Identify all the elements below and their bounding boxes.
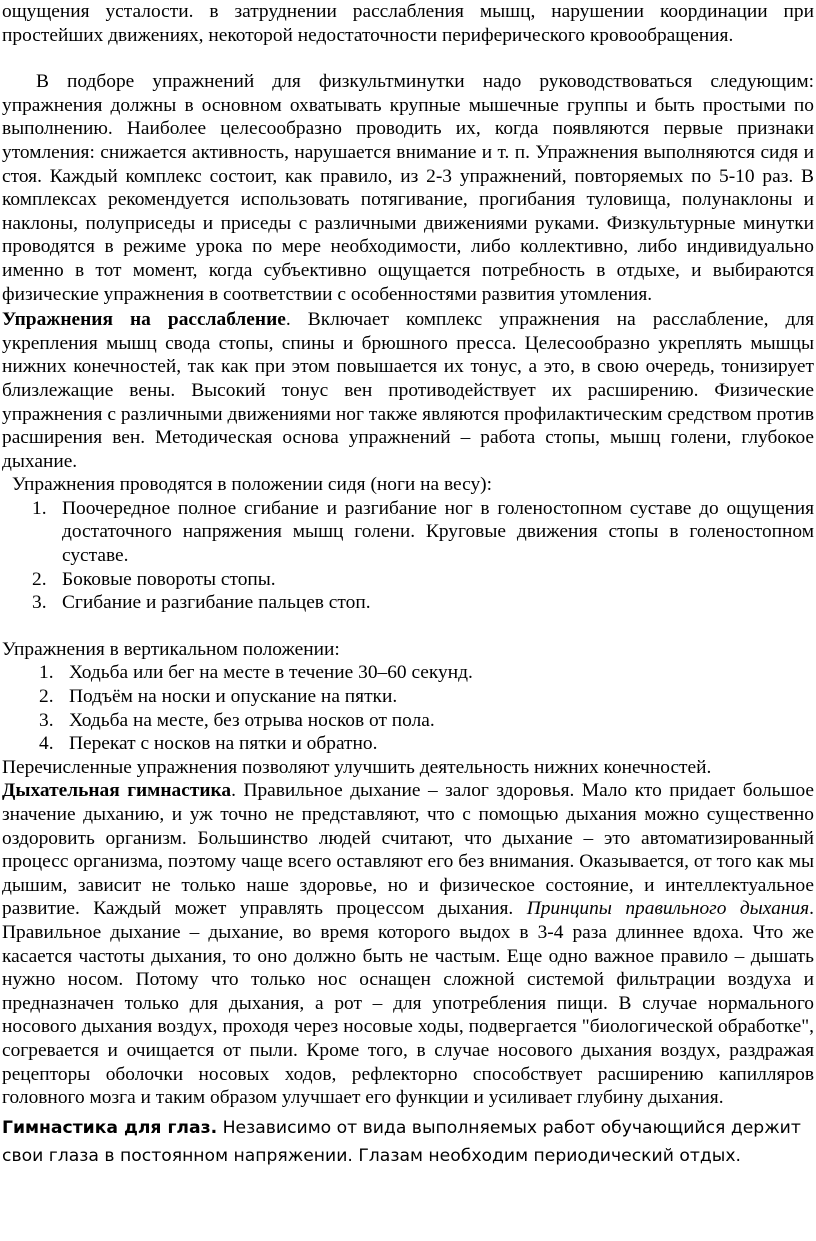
- paragraph-relaxation: [2, 308, 814, 473]
- paragraph-fatigue-end: ощущения усталости. в затруднении расслабления мышц, нарушении координации при простейших движениях, некоторой недостаточности периферического кровообращения.: [2, 1, 814, 46]
- list-item-text: Боковые повороты стопы.: [62, 568, 276, 590]
- paragraph-breathing: [2, 779, 814, 1109]
- list-item: [2, 709, 814, 733]
- list-item-number: 4.: [39, 733, 54, 755]
- breathing-principles-heading: Принципы правильного дыхания: [526, 898, 810, 920]
- sitting-exercises-list: [2, 497, 814, 615]
- eye-gymnastics-text: Независимо от вида выполняемых работ обучающийся держит свои глаза в постоянном напряжении. Глазам необходим периодический отдых.: [2, 1117, 801, 1166]
- list-item-number: 2.: [32, 568, 47, 590]
- breathing-text-2: . Правильное дыхание – дыхание, во время которого выдох в 3-4 раза длиннее вдоха. Что же касается частоты дыхания, то оно должно быть не частым. Еще одно важное правило – дышать нужно носом. Потому что только нос оснащен сложной системой фильтрации воздуха и предназначен только для дыхания, а рот – для употребления пищи. В случае нормального носового дыхания воздух, проходя через носовые ходы, подвергается "биологической обработке", согревается и очищается от пыли. Кроме того, в случае носового дыхания воздух, раздражая рецепторы оболочки носовых ходов, рефлекторно способствует расширению капилляров головного мозга и таким образом улучшает его функции и усиливает глубину дыхания.: [2, 898, 815, 1109]
- list-item-text: Перекат с носков на пятки и обратно.: [69, 733, 378, 755]
- list-item-number: 2.: [39, 686, 54, 708]
- list-item-number: 3.: [32, 592, 47, 614]
- list-item-text: Сгибание и разгибание пальцев стоп.: [62, 592, 371, 614]
- paragraph-exercise-selection: В подборе упражнений для физкультминутки надо руководствоваться следующим: упражнения должны в основном охватывать крупные мышечные группы и быть простыми по выполнению. Наиболее целесообразно проводить их, когда появляются первые признаки утомления: снижается активность, нарушается внимание и т. п. Упражнения выполняются сидя и стоя. Каждый комплекс состоит, как правило, из 2-3 упражнений, повторяемых по 5-10 раз. В комплексах рекомендуется использовать потягивание, прогибания туловища, полунаклоны и наклоны, полуприседы и приседы с различными движениями руками. Физкультурные минутки проводятся в режиме урока по мере необходимости, либо коллективно, либо индивидуально именно в тот момент, когда субъективно ощущается потребность в отдыхе, и выбираются физические упражнения в соответствии с особенностями развития утомления.: [2, 71, 814, 305]
- list-item-text: Ходьба на месте, без отрыва носков от пола.: [69, 709, 435, 731]
- list-item-text: Подъём на носки и опускание на пятки.: [69, 686, 398, 708]
- breathing-heading: Дыхательная гимнастика: [2, 780, 232, 802]
- relaxation-heading: Упражнения на расслабление: [2, 309, 286, 331]
- vertical-exercises-intro: Упражнения в вертикальном положении:: [2, 638, 340, 660]
- list-item: [2, 591, 814, 615]
- list-item: [2, 497, 814, 568]
- relaxation-text: . Включает комплекс упражнения на расслабление, для укрепления мышц свода стопы, спины и брюшного пресса. Целесообразно укреплять мышцы нижних конечностей, так как при этом повышается их тонус, а это, в свою очередь, тонизирует близлежащие вены. Высокий тонус вен противодействует их расширению. Физические упражнения с различными движениями ног также являются профилактическим средством против расширения вен. Методическая основа упражнений – работа стопы, мышц голени, глубокое дыхание.: [2, 309, 814, 472]
- list-item: [2, 685, 814, 709]
- exercises-summary: Перечисленные упражнения позволяют улучшить деятельность нижних конечностей.: [2, 756, 712, 778]
- eye-gymnastics-heading: Гимнастика для глаз.: [2, 1117, 218, 1138]
- sitting-exercises-intro: Упражнения проводятся в положении сидя (ноги на весу):: [12, 474, 493, 496]
- list-item-number: 1.: [39, 662, 54, 684]
- paragraph-eye-gymnastics: [2, 1114, 814, 1170]
- vertical-exercises-list: [2, 661, 814, 755]
- list-item: [2, 568, 814, 592]
- list-item: [2, 661, 814, 685]
- list-item-text: Поочередное полное сгибание и разгибание ног в голеностопном суставе до ощущения достаточного напряжения мышц голени. Круговые движения стопы в голеностопном суставе.: [62, 497, 814, 567]
- list-item-number: 1.: [32, 497, 47, 519]
- list-item: [2, 732, 814, 756]
- breathing-text-1: . Правильное дыхание – залог здоровья. Мало кто придает большое значение дыханию, и уж точно не представляют, что с помощью дыхания можно существенно оздоровить организм. Большинство людей считают, что дыхание – это автоматизированный процесс организма, поэтому чаще всего оставляют его без внимания. Оказывается, от того как мы дышим, зависит не только наше здоровье, но и физическое состояние, и интеллектуальное развитие. Каждый может управлять процессом дыхания.: [2, 780, 814, 920]
- list-item-number: 3.: [39, 709, 54, 731]
- list-item-text: Ходьба или бег на месте в течение 30–60 секунд.: [69, 662, 473, 684]
